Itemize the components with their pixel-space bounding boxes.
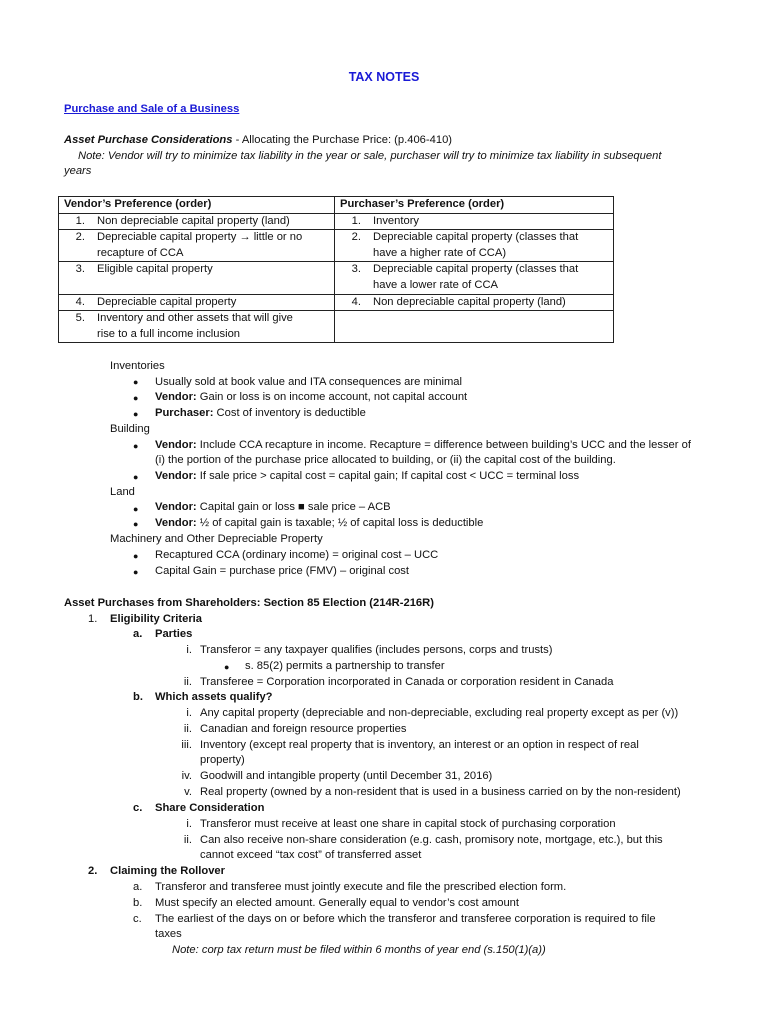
purchaser-cell: Depreciable capital property (classes that have a lower rate of CCA bbox=[373, 263, 579, 291]
inventories-bullet-3: Purchaser: Cost of inventory is deductible bbox=[155, 407, 366, 419]
list-letter: a. bbox=[133, 628, 143, 640]
purchaser-cell: Depreciable capital property (classes that have a higher rate of CCA) bbox=[373, 231, 579, 259]
assets-item-1: Any capital property (depreciable and non-depreciable, excluding real property except as per (v)) bbox=[200, 707, 679, 719]
list-roman: i. bbox=[186, 644, 192, 656]
vendor-cell: Depreciable capital property bbox=[97, 295, 237, 308]
list-roman: v. bbox=[184, 786, 192, 798]
inventories-bullet-2: Vendor: Gain or loss is on income account, not capital account bbox=[155, 391, 468, 403]
inventories-bullet-1: Usually sold at book value and ITA consequences are minimal bbox=[155, 376, 462, 388]
building-heading: Building bbox=[110, 423, 150, 435]
building-bullet-1: Vendor: Include CCA recapture in income. Recapture = difference between building’s UCC and the lesser of bbox=[155, 439, 691, 451]
list-roman: iii. bbox=[181, 739, 192, 751]
parties-item-2: Transferee = Corporation incorporated in Canada or corporation resident in Canada bbox=[200, 676, 614, 688]
list-roman: i. bbox=[186, 818, 192, 830]
assets-heading: Which assets qualify? bbox=[155, 691, 273, 703]
s85-heading: Asset Purchases from Shareholders: Section 85 Election (214R-216R) bbox=[64, 597, 434, 609]
bullet-icon: ● bbox=[133, 567, 139, 577]
vendor-cell: Non depreciable capital property (land) bbox=[97, 214, 290, 227]
bullet-icon: ● bbox=[133, 504, 139, 514]
list-number: 1. bbox=[88, 613, 98, 625]
bullet-icon: ● bbox=[224, 662, 230, 672]
parties-heading: Parties bbox=[155, 628, 193, 640]
share-item-1: Transferor must receive at least one share in capital stock of purchasing corporation bbox=[200, 818, 616, 830]
bullet-icon: ● bbox=[133, 551, 139, 561]
purchaser-cell: Inventory bbox=[373, 214, 420, 227]
row-number: 2. bbox=[75, 231, 85, 244]
note-line-2: years bbox=[64, 165, 92, 177]
claiming-item-b: Must specify an elected amount. Generally equal to vendor’s cost amount bbox=[155, 897, 520, 909]
land-bullet-1: Vendor: Capital gain or loss ■ sale price – ACB bbox=[155, 501, 391, 513]
list-letter: c. bbox=[133, 913, 142, 925]
assets-item-4: Goodwill and intangible property (until December 31, 2016) bbox=[200, 770, 493, 782]
bullet-icon: ● bbox=[133, 472, 139, 482]
vendor-cell: Inventory and other assets that will give rise to a full income inclusion bbox=[97, 312, 293, 340]
asset-purchase-line bbox=[64, 133, 452, 149]
row-number: 4. bbox=[351, 295, 361, 308]
assets-item-2: Canadian and foreign resource properties bbox=[200, 723, 407, 735]
missing-glyph-icon: ■ bbox=[298, 501, 305, 513]
bullet-icon: ● bbox=[133, 441, 139, 451]
assets-item-3: Inventory (except real property that is inventory, an interest or an option in respect of real bbox=[200, 739, 639, 751]
preference-table bbox=[58, 196, 614, 343]
claiming-item-a: Transferor and transferee must jointly execute and file the prescribed election form. bbox=[155, 881, 567, 893]
eligibility-heading: Eligibility Criteria bbox=[110, 613, 203, 625]
list-letter: c. bbox=[133, 802, 143, 814]
corp-tax-note: Note: corp tax return must be filed within 6 months of year end (s.150(1)(a)) bbox=[172, 944, 546, 956]
row-number: 2. bbox=[351, 231, 361, 244]
parties-item-1: Transferor = any taxpayer qualifies (includes persons, corps and trusts) bbox=[200, 644, 553, 656]
machinery-bullet-1: Recaptured CCA (ordinary income) = original cost – UCC bbox=[155, 549, 439, 561]
row-number: 1. bbox=[351, 214, 361, 227]
row-number: 1. bbox=[75, 214, 85, 227]
land-heading: Land bbox=[110, 486, 135, 498]
list-letter: a. bbox=[133, 881, 143, 893]
row-number: 5. bbox=[75, 312, 85, 325]
bullet-icon: ● bbox=[133, 393, 139, 403]
building-bullet-1-cont: (i) the portion of the purchase price allocated to building, or (ii) the capital cost of the building. bbox=[155, 454, 616, 466]
bullet-icon: ● bbox=[133, 519, 139, 529]
share-consideration-heading: Share Consideration bbox=[155, 802, 265, 814]
row-number: 3. bbox=[75, 263, 85, 276]
bullet-icon: ● bbox=[133, 409, 139, 419]
list-roman: ii. bbox=[183, 676, 192, 688]
building-bullet-2: Vendor: If sale price > capital cost = capital gain; If capital cost < UCC = terminal loss bbox=[155, 470, 580, 482]
list-letter: b. bbox=[133, 691, 143, 703]
list-number: 2. bbox=[88, 865, 98, 877]
list-letter: b. bbox=[133, 897, 143, 909]
list-roman: ii. bbox=[183, 723, 192, 735]
share-item-2-cont: cannot exceed “tax cost” of transferred asset bbox=[200, 849, 422, 861]
vendor-cell: Depreciable capital property → little or no recapture of CCA bbox=[97, 231, 303, 259]
asset-purchase-rest: - Allocating the Purchase Price: (p.406-410) bbox=[232, 134, 453, 146]
inventories-heading: Inventories bbox=[110, 360, 165, 372]
asset-purchase-label: Asset Purchase Considerations bbox=[64, 134, 233, 146]
note-line-1: Note: Vendor will try to minimize tax liability in the year or sale, purchaser will try to minimize tax liability in subsequent bbox=[78, 150, 662, 162]
list-roman: ii. bbox=[183, 834, 192, 846]
land-bullet-2: Vendor: ½ of capital gain is taxable; ½ of capital loss is deductible bbox=[155, 517, 484, 529]
assets-item-3-cont: property) bbox=[200, 754, 245, 766]
share-item-2: Can also receive non-share consideration (e.g. cash, promisory note, mortgage, etc.), but this bbox=[200, 834, 663, 846]
row-number: 3. bbox=[351, 263, 361, 276]
assets-item-5: Real property (owned by a non-resident that is used in a business carried on by the non-resident) bbox=[200, 786, 681, 798]
vendor-header: Vendor’s Preference (order) bbox=[59, 197, 335, 214]
claiming-item-c: The earliest of the days on or before which the transferor and transferee corporation is required to file bbox=[155, 913, 656, 925]
row-number: 4. bbox=[75, 295, 85, 308]
list-roman: i. bbox=[186, 707, 192, 719]
page-title: TAX NOTES bbox=[348, 70, 420, 84]
table-row bbox=[59, 294, 614, 311]
claiming-heading: Claiming the Rollover bbox=[110, 865, 225, 877]
purchaser-cell: Non depreciable capital property (land) bbox=[373, 295, 566, 308]
machinery-bullet-2: Capital Gain = purchase price (FMV) – original cost bbox=[155, 565, 410, 577]
table-row bbox=[59, 213, 614, 230]
bullet-icon: ● bbox=[133, 377, 139, 387]
vendor-cell: Eligible capital property bbox=[97, 263, 213, 276]
section-heading-link[interactable]: Purchase and Sale of a Business bbox=[64, 103, 240, 115]
claiming-item-c-cont: taxes bbox=[155, 928, 182, 940]
table-row bbox=[59, 311, 614, 343]
machinery-heading: Machinery and Other Depreciable Property bbox=[110, 533, 323, 545]
table-row bbox=[59, 262, 614, 294]
parties-sub-item: s. 85(2) permits a partnership to transfer bbox=[245, 660, 445, 672]
purchaser-header: Purchaser’s Preference (order) bbox=[335, 197, 614, 214]
list-roman: iv. bbox=[181, 770, 192, 782]
table-header-row bbox=[59, 197, 614, 214]
table-row bbox=[59, 230, 614, 262]
